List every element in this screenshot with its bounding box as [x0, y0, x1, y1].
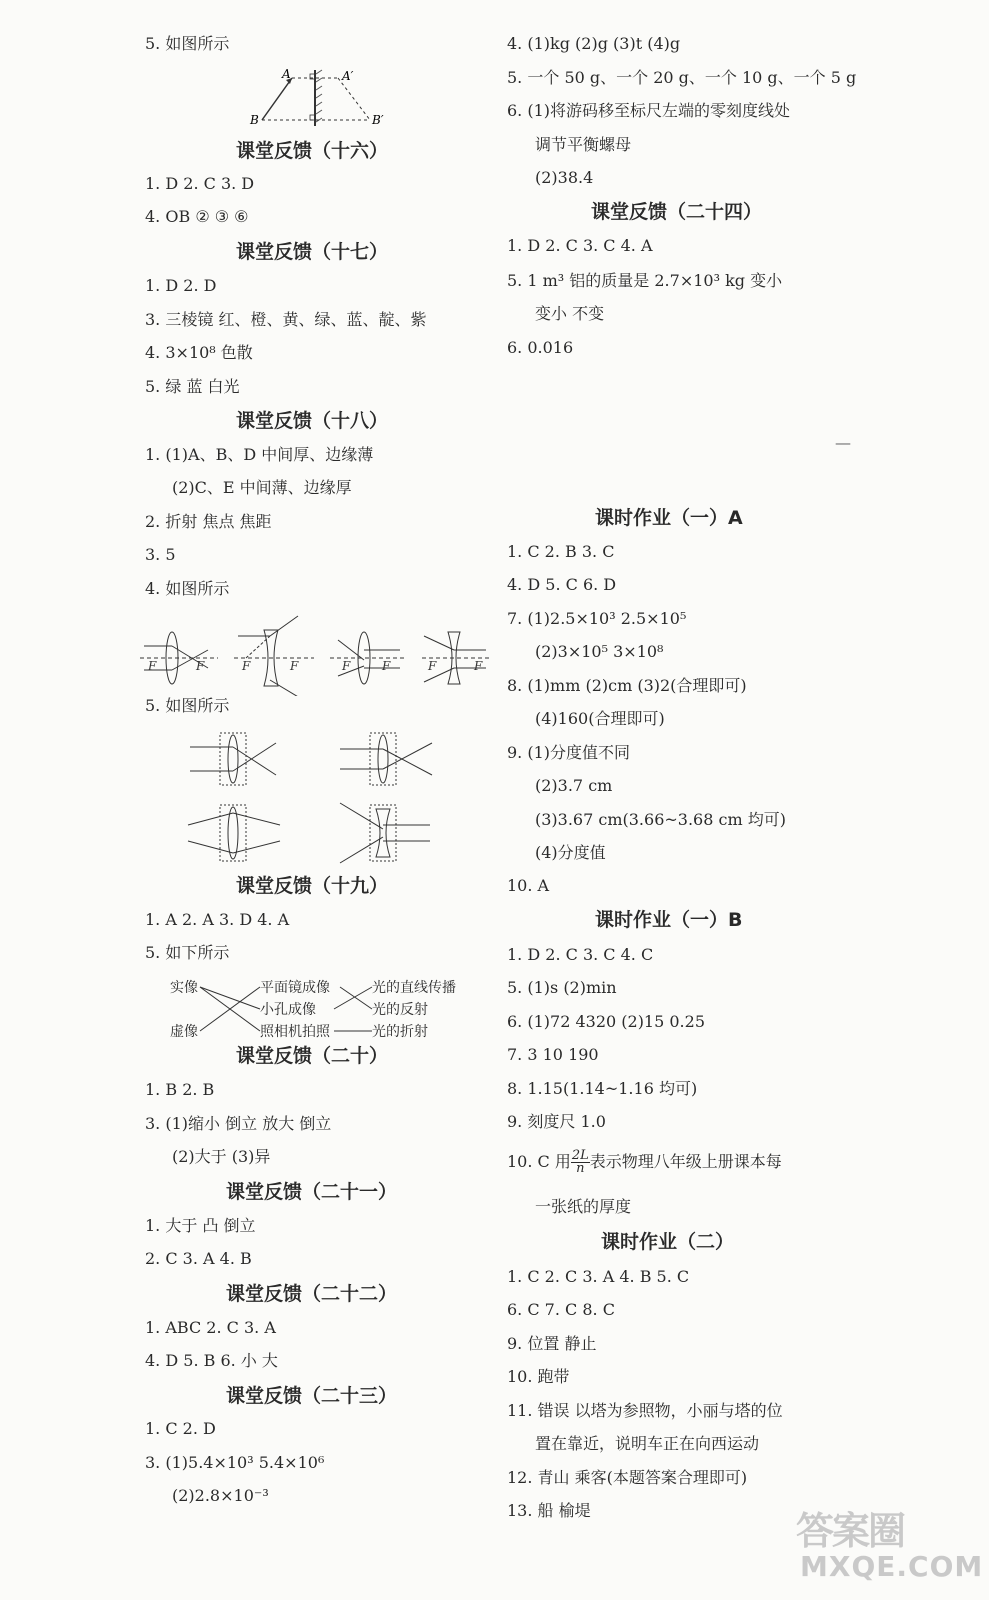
section-heading: 课时作业（一）B	[595, 909, 743, 931]
answer-line: 2. 折射 焦点 焦距	[145, 512, 272, 531]
match-mid-item: 平面镜成像	[260, 980, 330, 996]
answer-line: 变小 不变	[535, 304, 605, 323]
answer-line: 3. 三棱镜 红、橙、黄、绿、蓝、靛、紫	[145, 310, 427, 329]
answer-line: 5. 如图所示	[145, 34, 230, 53]
answer-line: 4. OB ② ③ ⑥	[145, 207, 249, 226]
section-heading: 课堂反馈（二十）	[236, 1045, 389, 1067]
match-mid-item: 小孔成像	[260, 1002, 316, 1018]
answer-line: 5. 1 m³ 铝的质量是 2.7×10³ kg 变小	[507, 271, 783, 290]
answer-line-with-fraction	[507, 1150, 782, 1180]
lens-ray-diagrams	[138, 610, 494, 696]
answer-line: 5. 一个 50 g、一个 20 g、一个 10 g、一个 5 g	[507, 68, 857, 87]
match-mid-item: 照相机拍照	[260, 1024, 330, 1040]
answer-line: 调节平衡螺母	[535, 135, 632, 154]
fraction-numerator: 2L	[571, 1148, 589, 1163]
answer-line: (2)大于 (3)异	[172, 1147, 271, 1166]
answer-line: 2. C 3. A 4. B	[145, 1249, 252, 1268]
answer-line: 6. (1)72 4320 (2)15 0.25	[507, 1012, 705, 1031]
answer-line: 13. 船 榆堤	[507, 1501, 591, 1520]
answer-line: 1. C 2. D	[145, 1419, 216, 1438]
answer-text: 表示物理八年级上册课本每	[589, 1152, 782, 1171]
answer-line: 5. 如下所示	[145, 943, 230, 962]
label-A: A	[282, 67, 291, 81]
right-column	[495, 0, 965, 1600]
answer-line: 一张纸的厚度	[535, 1197, 632, 1216]
answer-line: 6. 0.016	[507, 338, 574, 357]
answer-line: 5. 绿 蓝 白光	[145, 377, 240, 396]
label-A-prime: A′	[342, 69, 354, 83]
answer-line: 4. D 5. C 6. D	[507, 575, 617, 594]
answer-line: 4. D 5. B 6. 小 大	[145, 1351, 278, 1370]
answer-line: (2)38.4	[535, 168, 594, 187]
left-column	[0, 0, 483, 1600]
answer-line: 1. A 2. A 3. D 4. A	[145, 910, 290, 929]
answer-line: 11. 错误 以塔为参照物，小丽与塔的位	[507, 1401, 783, 1420]
focal-label: F	[242, 659, 251, 673]
section-heading: 课堂反馈（二十四）	[591, 201, 763, 223]
answer-line: 4. 如图所示	[145, 579, 230, 598]
lens-box-diagrams	[180, 725, 440, 865]
answer-line: (2)C、E 中间薄、边缘厚	[172, 478, 352, 497]
answer-line: 1. D 2. C 3. C 4. A	[507, 236, 653, 255]
watermark-logo: 答案圈	[796, 1509, 905, 1553]
answer-line: 4. 3×10⁸ 色散	[145, 343, 253, 362]
answer-line: 1. ABC 2. C 3. A	[145, 1318, 276, 1337]
section-heading: 课堂反馈（二十一）	[226, 1181, 398, 1203]
answer-line: 4. (1)kg (2)g (3)t (4)g	[507, 34, 681, 53]
answer-line: 1. (1)A、B、D 中间厚、边缘薄	[145, 445, 374, 464]
match-right-item: 光的直线传播	[372, 980, 456, 996]
answer-line: 1. C 2. B 3. C	[507, 542, 615, 561]
answer-line: (2)3×10⁵ 3×10⁸	[535, 642, 664, 661]
answer-line: 置在靠近，说明车正在向西运动	[535, 1434, 760, 1453]
section-heading: 课堂反馈（二十二）	[226, 1283, 398, 1305]
match-right-item: 光的折射	[372, 1024, 428, 1040]
match-right-item: 光的反射	[372, 1002, 428, 1018]
focal-label: F	[382, 659, 391, 673]
fraction	[571, 1150, 590, 1175]
fraction-denominator: n	[576, 1161, 585, 1176]
section-heading: 课堂反馈（十六）	[236, 140, 389, 162]
answer-line: 12. 青山 乘客(本题答案合理即可)	[507, 1468, 748, 1487]
answer-line: 7. (1)2.5×10³ 2.5×10⁵	[507, 609, 687, 628]
answer-line: 1. D 2. C 3. D	[145, 174, 255, 193]
section-heading: 课时作业（一）A	[595, 507, 743, 529]
focal-label: F	[342, 659, 351, 673]
focal-label: F	[290, 659, 299, 673]
answer-line: 9. 刻度尺 1.0	[507, 1112, 606, 1131]
answer-line: (4)分度值	[535, 843, 606, 862]
focal-label: F	[148, 659, 157, 673]
answer-line: 1. D 2. D	[145, 276, 217, 295]
matching-lines	[168, 975, 468, 1043]
matching-diagram	[168, 975, 468, 1043]
answer-line: (4)160(合理即可)	[535, 709, 665, 728]
watermark-url: MXQE.COM	[800, 1550, 984, 1583]
answer-line: 6. (1)将游码移至标尺左端的零刻度线处	[507, 101, 791, 120]
section-heading: 课时作业（二）	[601, 1231, 735, 1253]
section-heading: 课堂反馈（十八）	[236, 410, 389, 432]
match-left-item: 实像	[170, 980, 198, 996]
answer-line: (3)3.67 cm(3.66~3.68 cm 均可)	[535, 810, 786, 829]
answer-line: 10. 跑带	[507, 1367, 570, 1386]
answer-line: (2)2.8×10⁻³	[172, 1486, 269, 1505]
answer-line: 1. B 2. B	[145, 1080, 215, 1099]
focal-label: F	[428, 659, 437, 673]
section-heading: 课堂反馈（十九）	[236, 875, 389, 897]
answer-line: 10. A	[507, 876, 550, 895]
answer-line: 9. 位置 静止	[507, 1334, 597, 1353]
answer-line: 3. (1)5.4×10³ 5.4×10⁶	[145, 1453, 325, 1472]
answer-line: 9. (1)分度值不同	[507, 743, 631, 762]
answer-line: 7. 3 10 190	[507, 1045, 599, 1064]
answer-line: (2)3.7 cm	[535, 776, 613, 795]
label-B: B	[250, 113, 259, 127]
answer-line: 6. C 7. C 8. C	[507, 1300, 615, 1319]
answer-line: 3. (1)缩小 倒立 放大 倒立	[145, 1114, 332, 1133]
answer-line: 1. 大于 凸 倒立	[145, 1216, 256, 1235]
page-mark: —	[835, 433, 851, 452]
answer-line: 5. 如图所示	[145, 696, 230, 715]
answer-line: 5. (1)s (2)min	[507, 978, 617, 997]
answer-line: 8. 1.15(1.14~1.16 均可)	[507, 1079, 698, 1098]
answer-line: 3. 5	[145, 545, 176, 564]
plane-mirror-figure	[248, 66, 396, 132]
focal-label: F	[196, 659, 205, 673]
answer-line: 8. (1)mm (2)cm (3)2(合理即可)	[507, 676, 747, 695]
focal-label: F	[474, 659, 483, 673]
answer-line: 1. C 2. C 3. A 4. B 5. C	[507, 1267, 690, 1286]
label-B-prime: B′	[372, 113, 384, 127]
section-heading: 课堂反馈（十七）	[236, 241, 389, 263]
answer-line: 1. D 2. C 3. C 4. C	[507, 945, 654, 964]
answer-text: 10. C 用	[507, 1152, 571, 1171]
section-heading: 课堂反馈（二十三）	[226, 1385, 398, 1407]
match-left-item: 虚像	[170, 1024, 198, 1040]
